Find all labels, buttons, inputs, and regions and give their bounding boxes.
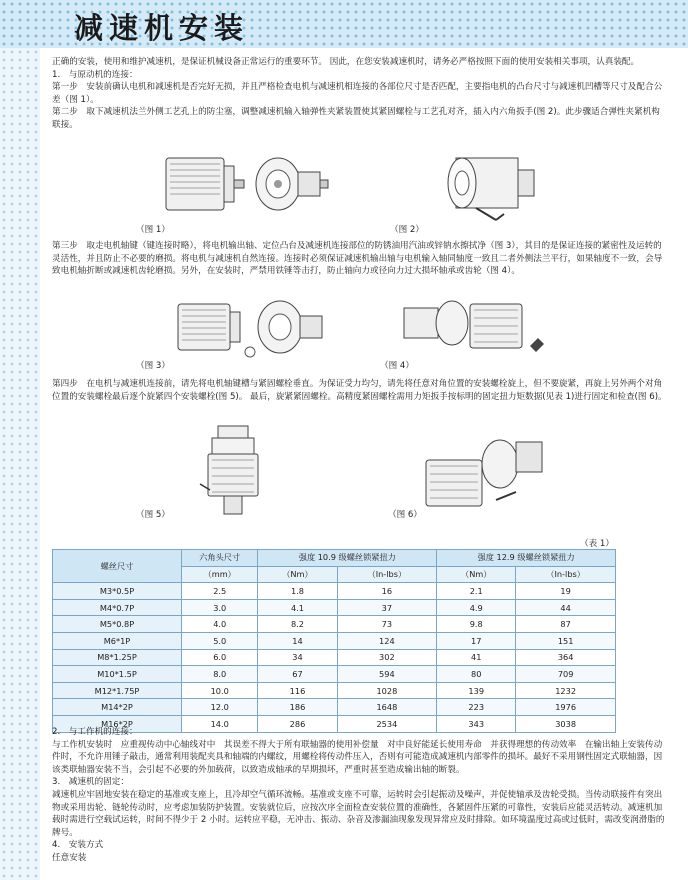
table-cell: M16*2P [53,715,182,732]
figure-6-caption: （图 6） [388,510,422,520]
table-cell: M12*1.75P [53,682,182,699]
table-cell: 1232 [516,682,616,699]
table-cell: 186 [258,699,337,716]
table-row [53,583,616,600]
table-cell: 8.0 [182,666,258,683]
table-cell: M8*1.25P [53,649,182,666]
table-cell: 3038 [516,715,616,732]
table-cell: 2.1 [437,583,516,600]
table-cell: 5.0 [182,632,258,649]
table-cell: 14 [258,632,337,649]
figure-1-caption: （图 1） [136,225,170,235]
header-hex-size: 六角头尺寸 [182,550,258,567]
section4-text: 任意安装 [52,852,87,863]
section2-block [52,726,668,865]
table-cell: 223 [437,699,516,716]
table-cell: 14.0 [182,715,258,732]
table-cell: 37 [337,599,437,616]
table-cell: 9.8 [437,616,516,633]
table-cell: 343 [437,715,516,732]
table-cell: 1648 [337,699,437,716]
table-cell: 4.9 [437,599,516,616]
table-cell: 364 [516,649,616,666]
table-cell: M10*1.5P [53,666,182,683]
intro-text: 正确的安装，使用和维护减速机，是保证机械设备正常运行的重要环节。 因此，在您安装减速机时，请务必严格按照下面的使用安装相关事项，认真装配。 [52,57,640,67]
figure-5-image [196,418,276,528]
table-cell: M3*0.5P [53,583,182,600]
table-cell: 151 [516,632,616,649]
table-cell: 8.2 [258,616,337,633]
table-cell: 10.0 [182,682,258,699]
table-cell: 1.8 [258,583,337,600]
table-cell: 2534 [337,715,437,732]
step2-text: 第二步 取下减速机法兰外侧工艺孔上的防尘塞，调整减速机输入轴弹性夹紧装置使其紧固螺栓与工艺孔对齐，插入内六角扳手(图 2)。此步骤适合弹性夹紧机构联接。 [52,107,660,130]
table-cell: 124 [337,632,437,649]
table-cell: 709 [516,666,616,683]
table-row [53,699,616,716]
table-cell: 16 [337,583,437,600]
table-cell: M6*1P [53,632,182,649]
table-cell: 1976 [516,699,616,716]
table-row [53,682,616,699]
table-cell: 19 [516,583,616,600]
figure-4-caption: （图 4） [380,361,414,371]
table-cell: 80 [437,666,516,683]
figure-3-image [170,294,330,360]
step3-text: 第三步 取走电机轴键（键连接时略），将电机输出轴、定位凸台及减速机连接部位的防锈油用汽油或锌钠水擦拭净（图 3），其目的是保证连接的紧密性及运转的灵活性，并且防止不必要的磨损。将电机与减速机自然连接。连接时必须保证减速机输出轴与电机输入轴同轴度一致且二者外侧法兰平行，如果轴度不一致，会导致电机轴折断或减速机齿轮磨损。另外，在安装时，严禁用铁锤等击打，防止轴向力或径向力过大损坏轴承或齿轮（图 4）。 [52,241,663,277]
table-cell: 34 [258,649,337,666]
figure-3-caption: （图 3） [136,361,170,371]
step1-text: 第一步 安装前确认电机和减速机是否完好无损，并且严格检查电机与减速机相连接的各部位尺寸是否匹配，主要指电机的凸台尺寸与减速机凹槽等尺寸及配合公差（图 1）。 [52,82,663,105]
section4-title: 4. 安装方式 [52,840,104,851]
table-row [53,632,616,649]
table-cell: 6.0 [182,649,258,666]
section2-text: 与工作机安装时 应重视传动中心轴线对中 其误差不得大于所有联轴器的使用补偿量 对中良好能延长使用寿命 并获得理想的传动效率 在输出轴上安装传动件时，不允许用锤子敲击，通常利用装配夹具和轴端的内螺纹，用螺栓将传动件压入，否则有可能造成减速机内部零件的损坏。最好不采用钢性固定式联轴器，因该类联轴器安装不当，会引起不必要的外加载荷，以致造成轴承的早期损坏，严重时甚至造成输出轴的断裂。 [52,739,663,775]
figure-1-image [160,148,330,220]
table-row [53,666,616,683]
table-cell: 3.0 [182,599,258,616]
unit-inlbs-12-9: （In-lbs） [516,566,616,583]
figure-6-image [420,430,550,510]
step4-block [52,378,668,403]
unit-nm-10-9: （Nm） [258,566,337,583]
table-cell: 302 [337,649,437,666]
intro-block [52,56,668,132]
table-cell: 44 [516,599,616,616]
table-cell: M14*2P [53,699,182,716]
table-cell: 41 [437,649,516,666]
table-cell: 116 [258,682,337,699]
section2-title: 2. 与工作机的连接： [52,727,138,737]
table-cell: 594 [337,666,437,683]
torque-table [52,549,616,733]
figure-2-image [426,144,546,224]
table-row [53,649,616,666]
unit-nm-12-9: （Nm） [437,566,516,583]
table-cell: 286 [258,715,337,732]
table-cell: 67 [258,666,337,683]
table-cell: 139 [437,682,516,699]
header-grade-10-9: 强度 10.9 级螺丝锁紧扭力 [258,550,437,567]
section3-text: 减速机应牢固地安装在稳定的基准或支座上，且冷却空气循环流畅。基准或支座不可靠，运转时会引起振动及噪声，并促使轴承及齿轮受损。当传动联接件有突出物或采用齿轮、链轮传动时，应考虑加装防护装置。安装就位后，应按次序全面检查安装位置的准确性，各紧固件压紧的可靠性，安装后应能灵活转动。减速机加载时需进行空载试运转，时间不得少于 2 小时。运转应平稳，无冲击、振动、杂音及渗漏油现象发现异常应及时排除。如环境温度过高或过低时，需改变润滑脂的牌号。 [52,789,665,838]
table-cell: 4.1 [258,599,337,616]
table-row [53,616,616,633]
page-title: 减速机安装 [74,11,250,45]
header-grade-12-9: 强度 12.9 级螺丝锁紧扭力 [437,550,616,567]
unit-inlbs-10-9: （In-lbs） [337,566,437,583]
unit-mm: （mm） [182,566,258,583]
figure-4-image [390,294,550,360]
page-header [0,0,688,48]
table-row [53,599,616,616]
section1-title: 1. 与原动机的连接： [52,69,138,80]
table-cell: 1028 [337,682,437,699]
table-cell: 17 [437,632,516,649]
table-cell: 87 [516,616,616,633]
table-cell: 73 [337,616,437,633]
table-cell: 4.0 [182,616,258,633]
header-bolt-size: 螺丝尺寸 [53,550,182,583]
table-cell: 2.5 [182,583,258,600]
table-caption: （表 1） [580,539,614,549]
step3-block [52,240,668,278]
table-cell: M4*0.7P [53,599,182,616]
figure-2-caption: （图 2） [390,225,424,235]
step4-text: 第四步 在电机与减速机连接前，请先将电机轴键槽与紧固螺栓垂直。为保证受力均匀，请先将任意对角位置的安装螺栓旋上，但不要旋紧，再旋上另外两个对角位置的安装螺栓最后逐个旋紧四个安装螺栓(图 5)。 最后，旋紧紧固螺栓。高精度紧固螺栓需用力矩扳手按标明的固定扭力矩数据(见表 1)进行固定和检查(图 6)。 [52,379,667,402]
table-cell: M5*0.8P [53,616,182,633]
section3-title: 3. 减速机的固定： [52,777,129,788]
figure-5-caption: （图 5） [136,510,170,520]
table-cell: 12.0 [182,699,258,716]
sidebar-decoration [0,48,40,880]
